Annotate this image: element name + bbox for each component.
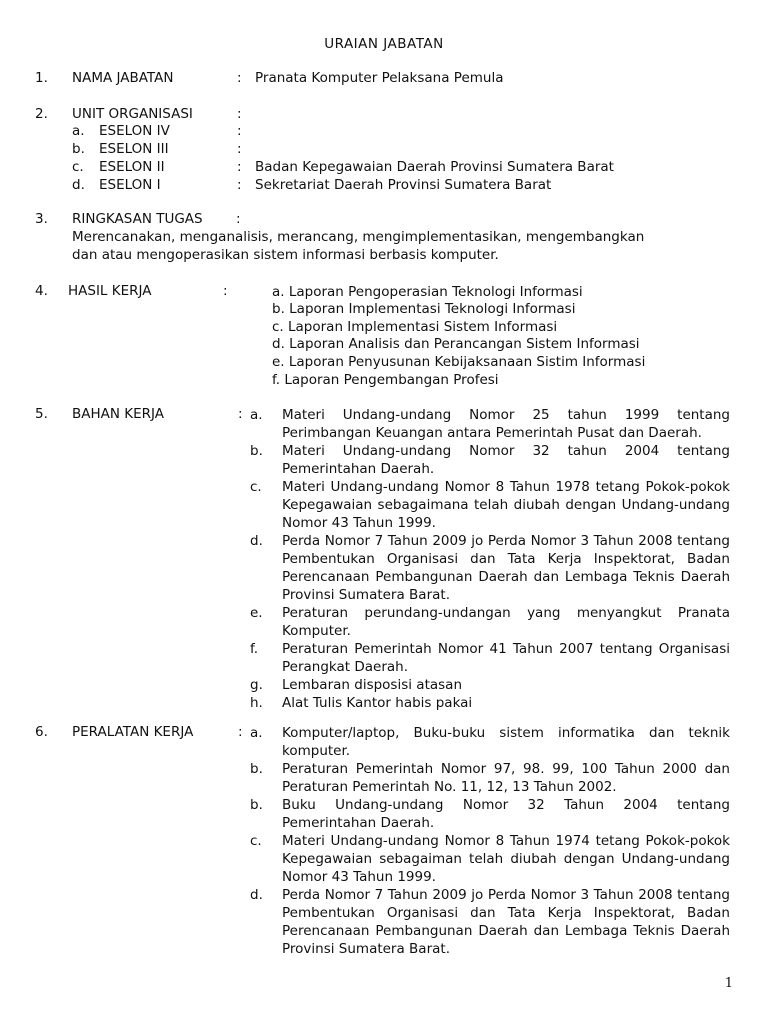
list-item (250, 832, 730, 886)
item-text: Lembaran disposisi atasan (282, 677, 462, 693)
list-item (250, 442, 730, 478)
section-hasil-kerja (35, 283, 735, 393)
eselon-colon: : (237, 177, 242, 193)
item-letter: d. (250, 887, 263, 903)
section-label: NAMA JABATAN (72, 70, 174, 86)
page-number: 1 (724, 976, 733, 991)
eselon-letter: d. (72, 177, 85, 193)
item-text: Peraturan Pemerintah Nomor 97, 98. 99, 100 Tahun 2000 dan Peraturan Pemerintah No. 11, 12, 13 Tahun 2002. (282, 761, 730, 795)
eselon-letter: a. (72, 123, 85, 139)
hasil-item: a. Laporan Pengoperasian Teknologi Informasi (272, 284, 583, 300)
item-text: Perda Nomor 7 Tahun 2009 jo Perda Nomor 3 Tahun 2008 tentang Pembentukan Organisasi dan Tata Kerja Inspektorat, Badan Perencanaan Pembangunan Daerah dan Lembaga Teknis Daerah Provinsi Sumatera Barat. (282, 533, 730, 603)
eselon-label: ESELON II (99, 159, 165, 175)
section-number: 1. (35, 70, 48, 86)
section-colon: : (237, 106, 242, 122)
item-text: Komputer/laptop, Buku-buku sistem informatika dan teknik komputer. (282, 725, 730, 759)
item-letter: b. (250, 443, 263, 459)
section-label: UNIT ORGANISASI (72, 106, 193, 122)
list-item (250, 478, 730, 532)
section-number: 3. (35, 211, 48, 227)
list-item (250, 406, 730, 442)
eselon-row (72, 141, 242, 157)
section-label: RINGKASAN TUGAS (72, 211, 203, 227)
list-item (250, 760, 730, 796)
section-colon: : (238, 724, 243, 740)
item-letter: d. (250, 533, 263, 549)
eselon-colon: : (237, 141, 242, 157)
list-item (250, 640, 730, 676)
section-colon: : (238, 406, 243, 422)
hasil-item: d. Laporan Analisis dan Perancangan Sistem Informasi (272, 336, 640, 352)
eselon-label: ESELON III (99, 141, 169, 157)
hasil-item: b. Laporan Implementasi Teknologi Informasi (272, 301, 576, 317)
list-item (250, 886, 730, 958)
section-colon: : (237, 70, 242, 86)
item-letter: c. (250, 833, 262, 849)
item-letter: b. (250, 797, 263, 813)
hasil-item: f. Laporan Pengembangan Profesi (272, 372, 499, 388)
item-letter: c. (250, 479, 262, 495)
document-title: URAIAN JABATAN (324, 36, 444, 52)
item-text: Alat Tulis Kantor habis pakai (282, 695, 473, 711)
eselon-letter: b. (72, 141, 85, 157)
eselon-value: Sekretariat Daerah Provinsi Sumatera Barat (255, 177, 552, 193)
item-letter: f. (250, 641, 259, 657)
item-text: Materi Undang-undang Nomor 8 Tahun 1978 tetang Pokok-pokok Kepegawaian sebagaimana telah diubah dengan Undang-undang Nomor 43 Tahun 1999. (282, 479, 730, 531)
item-letter: h. (250, 695, 263, 711)
eselon-row (72, 159, 614, 175)
section-label: PERALATAN KERJA (72, 724, 194, 740)
peralatan-kerja-list (250, 724, 730, 958)
item-text: Materi Undang-undang Nomor 25 tahun 1999 tentang Perimbangan Keuangan antara Pemerintah Pusat dan Daerah. (282, 407, 730, 441)
eselon-colon: : (237, 159, 242, 175)
hasil-item: e. Laporan Penyusunan Kebijaksanaan Sistim Informasi (272, 354, 646, 370)
item-letter: g. (250, 677, 263, 693)
eselon-value: Badan Kepegawaian Daerah Provinsi Sumatera Barat (255, 159, 614, 175)
eselon-row (72, 123, 242, 139)
bahan-kerja-list (250, 406, 730, 712)
eselon-label: ESELON I (99, 177, 161, 193)
eselon-colon: : (237, 123, 242, 139)
jabatan-value: Pranata Komputer Pelaksana Pemula (255, 70, 504, 86)
eselon-letter: c. (72, 159, 84, 175)
item-text: Perda Nomor 7 Tahun 2009 jo Perda Nomor 3 Tahun 2008 tentang Pembentukan Organisasi dan Tata Kerja Inspektorat, Badan Perencanaan Pembangunan Daerah dan Lembaga Teknis Daerah Provinsi Sumatera Barat. (282, 887, 730, 957)
section-label: BAHAN KERJA (72, 406, 165, 422)
list-item (250, 532, 730, 604)
section-number: 6. (35, 724, 48, 740)
ringkasan-line: Merencanakan, menganalisis, merancang, mengimplementasikan, mengembangkan (72, 229, 645, 245)
item-text: Peraturan Pemerintah Nomor 41 Tahun 2007 tentang Organisasi Perangkat Daerah. (282, 641, 730, 675)
item-letter: e. (250, 605, 263, 621)
item-text: Materi Undang-undang Nomor 8 Tahun 1974 tetang Pokok-pokok Kepegawaian sebagaiman telah diubah dengan Undang-undang Nomor 43 Tahun 1999. (282, 833, 730, 885)
section-number: 4. (35, 283, 48, 299)
section-ringkasan-tugas (35, 211, 735, 267)
eselon-row (72, 177, 552, 193)
list-item (250, 676, 730, 694)
section-peralatan-kerja (35, 724, 735, 964)
section-nama-jabatan (35, 70, 735, 90)
section-label: HASIL KERJA (68, 283, 152, 299)
section-colon: : (223, 283, 228, 299)
list-item (250, 694, 730, 712)
item-text: Peraturan perundang-undangan yang menyangkut Pranata Komputer. (282, 605, 730, 639)
item-letter: b. (250, 761, 263, 777)
section-unit-organisasi (35, 106, 735, 196)
section-number: 2. (35, 106, 48, 122)
item-text: Buku Undang-undang Nomor 32 Tahun 2004 tentang Pemerintahan Daerah. (282, 797, 730, 831)
ringkasan-line: dan atau mengoperasikan sistem informasi berbasis komputer. (72, 247, 499, 263)
list-item (250, 604, 730, 640)
item-text: Materi Undang-undang Nomor 32 tahun 2004 tentang Pemerintahan Daerah. (282, 443, 730, 477)
list-item (250, 724, 730, 760)
list-item (250, 796, 730, 832)
section-bahan-kerja (35, 406, 735, 711)
item-letter: a. (250, 407, 263, 423)
section-number: 5. (35, 406, 48, 422)
hasil-item: c. Laporan Implementasi Sistem Informasi (272, 319, 558, 335)
eselon-label: ESELON IV (99, 123, 170, 139)
item-letter: a. (250, 725, 263, 741)
section-colon: : (236, 211, 241, 227)
